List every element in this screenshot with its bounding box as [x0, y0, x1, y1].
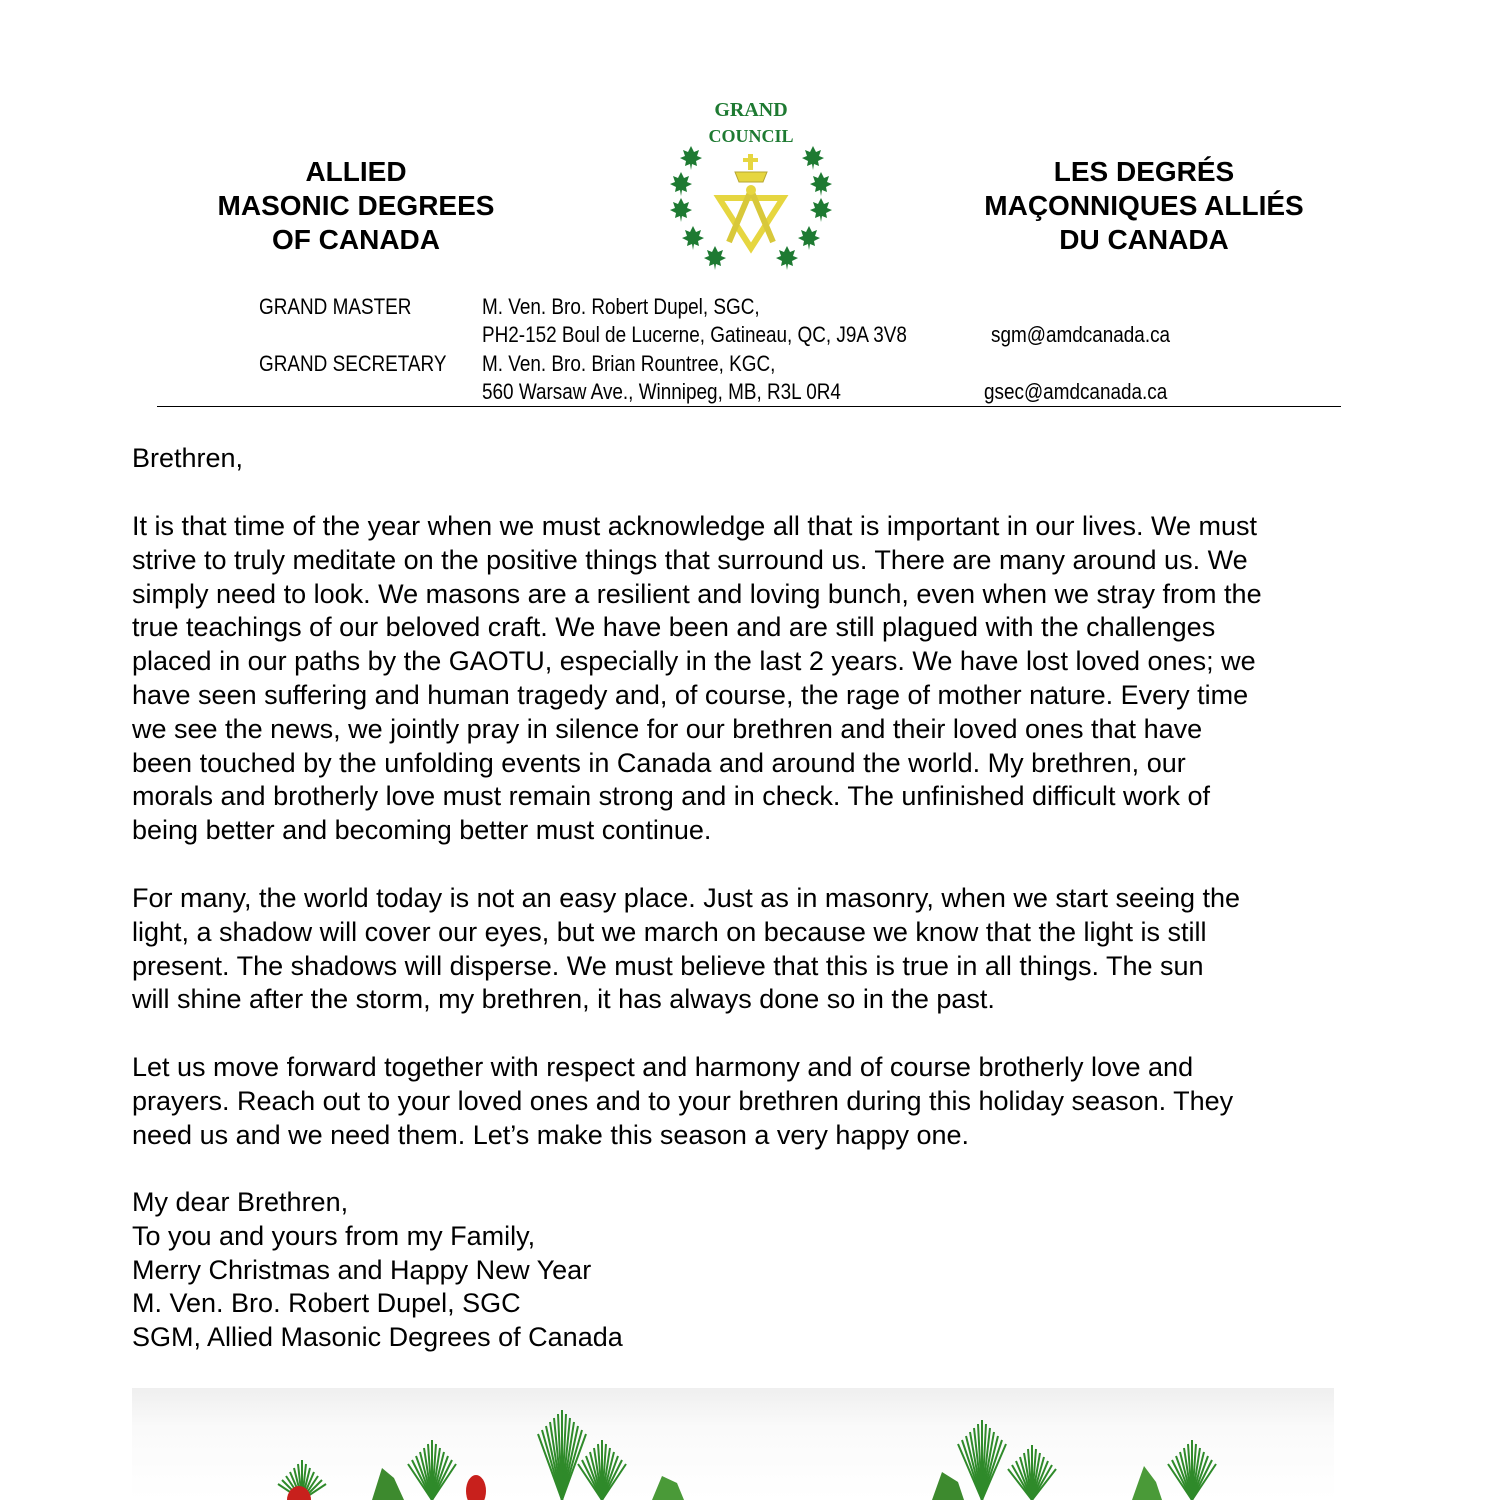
- grand-secretary-address: 560 Warsaw Ave., Winnipeg, MB, R3L 0R4: [482, 379, 841, 404]
- paragraph-line: morals and brotherly love must remain strong and in check. The unfinished difficult work of: [132, 781, 1211, 812]
- closing-line: Merry Christmas and Happy New Year: [132, 1254, 592, 1285]
- signature-title: SGM, Allied Masonic Degrees of Canada: [132, 1322, 623, 1353]
- paragraph-line: need us and we need them. Let’s make this season a very happy one.: [132, 1119, 970, 1150]
- grand-master-email[interactable]: sgm@amdcanada.ca: [991, 322, 1171, 347]
- paragraph-line: have seen suffering and human tragedy and, of course, the rage of mother nature. Every time: [132, 679, 1249, 710]
- grand-master-name: M. Ven. Bro. Robert Dupel, SGC,: [482, 294, 760, 319]
- salutation: [132, 442, 243, 476]
- logo-text-council: COUNCIL: [708, 126, 794, 146]
- grand-secretary-name: M. Ven. Bro. Brian Rountree, KGC,: [482, 351, 776, 376]
- paragraph-line: we see the news, we jointly pray in silence for our brethren and their loved ones that have: [132, 713, 1203, 744]
- org-name-english: [146, 155, 566, 257]
- grand-secretary-title: GRAND SECRETARY: [259, 351, 447, 376]
- org-line: ALLIED: [305, 156, 407, 187]
- grand-master-address: PH2-152 Boul de Lucerne, Gatineau, QC, J9A 3V8: [482, 322, 907, 347]
- paragraph-line: present. The shadows will disperse. We must believe that this is true in all things. The sun: [132, 950, 1204, 981]
- paragraph-line: strive to truly meditate on the positive things that surround us. There are many around us. We: [132, 544, 1248, 575]
- org-name-french: [934, 155, 1354, 257]
- paragraph-line: For many, the world today is not an easy place. Just as in masonry, when we start seeing the: [132, 883, 1241, 913]
- org-line: MASONIC DEGREES: [217, 190, 495, 221]
- paragraph-line: light, a shadow will cover our eyes, but we march on because we know that the light is still: [132, 916, 1207, 947]
- paragraph-line: simply need to look. We masons are a resilient and loving bunch, even when we stray from the: [132, 578, 1262, 609]
- grand-council-logo: [655, 92, 847, 284]
- header-divider: [157, 406, 1341, 407]
- logo-text-grand: GRAND: [714, 99, 788, 121]
- christmas-holly-image: [132, 1388, 1334, 1500]
- paragraph-3: [132, 1051, 1233, 1152]
- paragraph-line: will shine after the storm, my brethren, it has always done so in the past.: [132, 984, 995, 1015]
- paragraph-1: [132, 510, 1262, 848]
- closing-line: To you and yours from my Family,: [132, 1220, 536, 1251]
- grand-secretary-email[interactable]: gsec@amdcanada.ca: [984, 379, 1168, 404]
- paragraph-2: [132, 882, 1240, 1017]
- org-line: LES DEGRÉS: [1053, 156, 1235, 187]
- paragraph-line: been touched by the unfolding events in Canada and around the world. My brethren, our: [132, 747, 1186, 778]
- org-line: DU CANADA: [1059, 224, 1229, 255]
- closing: [132, 1186, 623, 1355]
- signature-name: M. Ven. Bro. Robert Dupel, SGC: [132, 1288, 521, 1319]
- paragraph-line: true teachings of our beloved craft. We have been and are still plagued with the challenges: [132, 612, 1216, 643]
- paragraph-line: placed in our paths by the GAOTU, especially in the last 2 years. We have lost loved ones; we: [132, 646, 1256, 677]
- grand-master-title: GRAND MASTER: [259, 294, 412, 319]
- org-line: OF CANADA: [272, 224, 440, 255]
- salutation-text: Brethren,: [132, 443, 244, 473]
- paragraph-line: prayers. Reach out to your loved ones and to your brethren during this holiday season. They: [132, 1085, 1234, 1116]
- paragraph-line: being better and becoming better must continue.: [132, 815, 712, 846]
- paragraph-line: Let us move forward together with respect and harmony and of course brotherly love and: [132, 1052, 1194, 1082]
- closing-line: My dear Brethren,: [132, 1187, 349, 1217]
- paragraph-line: It is that time of the year when we must acknowledge all that is important in our lives. We must: [132, 511, 1257, 541]
- org-line: MAÇONNIQUES ALLIÉS: [984, 190, 1304, 221]
